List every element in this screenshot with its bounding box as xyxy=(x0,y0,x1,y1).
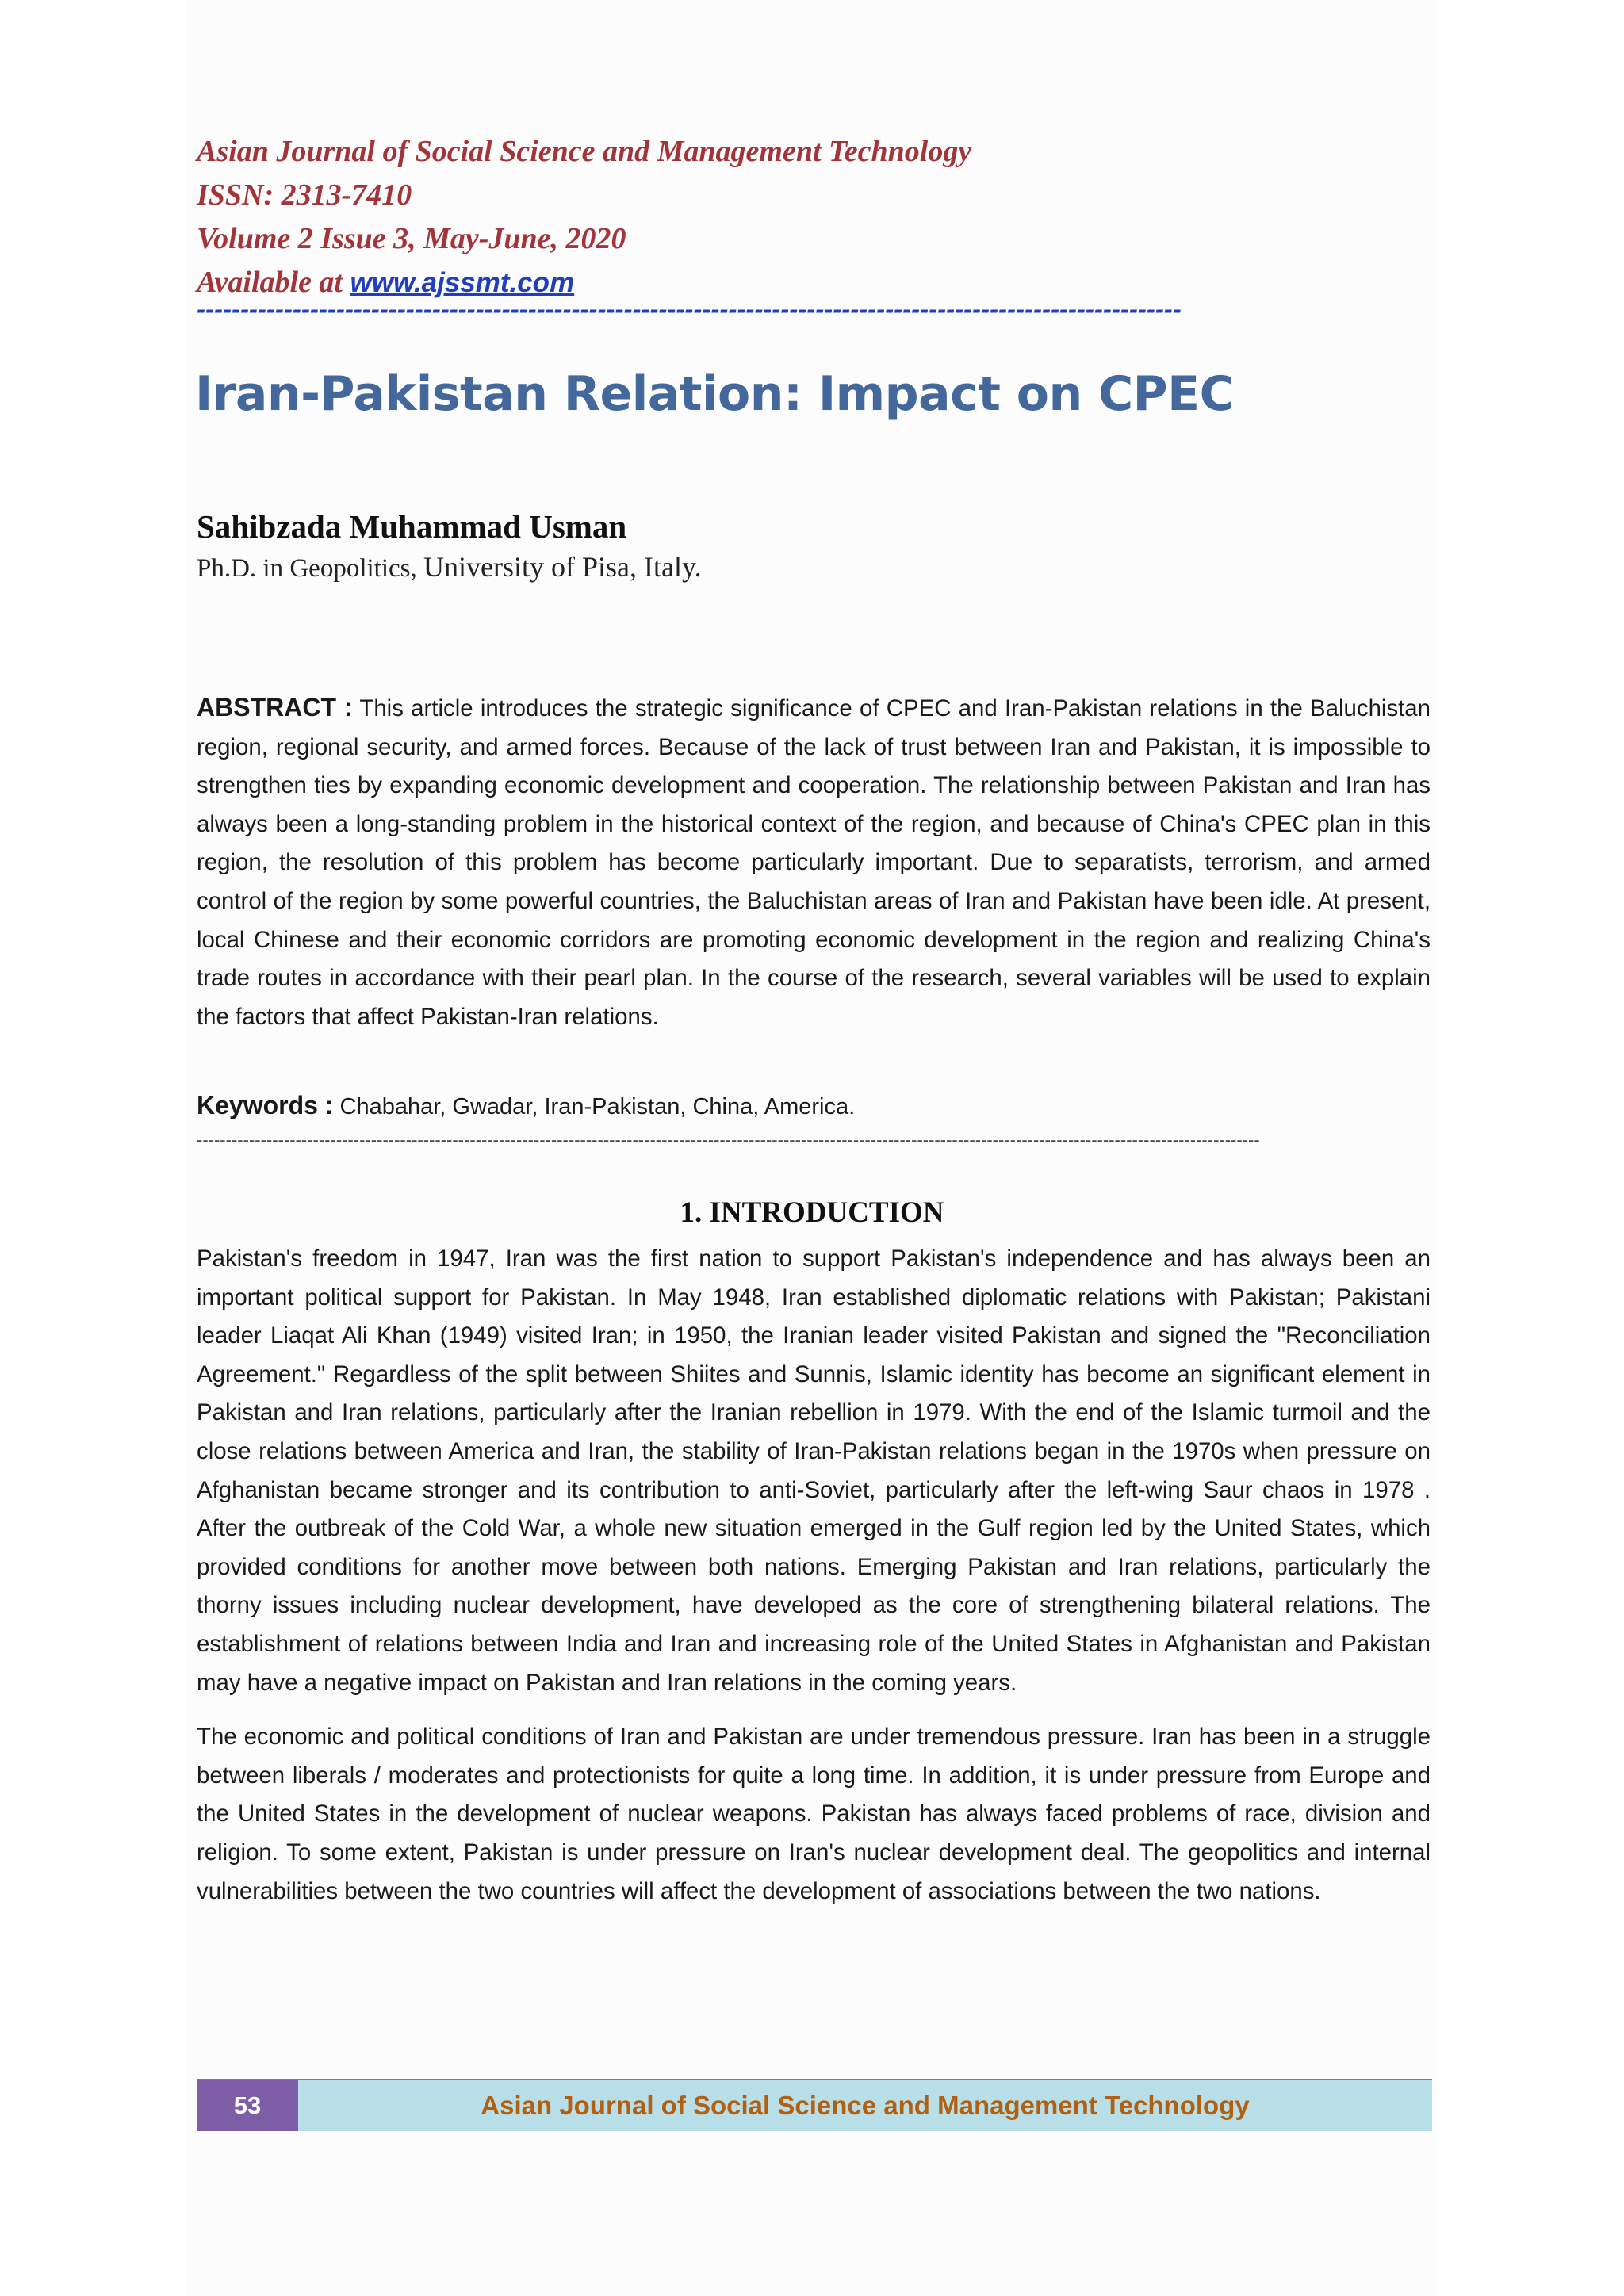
page-number: 53 xyxy=(197,2080,298,2131)
abstract-text: This article introduces the strategic significance of CPEC and Iran-Pakistan relations in the Baluchistan region, regional security, and armed forces. Because of the lack of trust between Iran and Pakistan, it is impossible to strengthen ties by expanding economic development and cooperation. The relationship between Pakistan and Iran has always been a long-standing problem in the historical context of the region, and because of China's CPEC plan in this region, the resolution of this problem has become particularly important. Due to separatists, terrorism, and armed control of the region by some powerful countries, the Baluchistan areas of Iran and Pakistan have been idle. At present, local Chinese and their economic corridors are promoting economic development in the region and realizing China's trade routes in accordance with their pearl plan. In the course of the research, several variables will be used to explain the factors that affect Pakistan-Iran relations. xyxy=(197,695,1431,1030)
journal-header xyxy=(197,130,1434,304)
footer-journal-name: Asian Journal of Social Science and Management Technology xyxy=(481,2091,1250,2120)
article-title: Iran-Pakistan Relation: Impact on CPEC xyxy=(195,366,1235,422)
journal-website-link[interactable]: www.ajssmt.com xyxy=(350,267,575,298)
affiliation-degree: Ph.D. in Geopolitics, xyxy=(197,554,423,583)
author-affiliation xyxy=(197,550,702,584)
keywords-text: Chabahar, Gwadar, Iran-Pakistan, China, America. xyxy=(333,1094,856,1119)
journal-issn: ISSN: 2313-7410 xyxy=(197,178,412,212)
journal-name: Asian Journal of Social Science and Management Technology xyxy=(197,135,972,168)
header-divider: ----------------------------------------------------------------------------------------------------------------- xyxy=(197,294,1182,323)
section-body xyxy=(197,1240,1431,1927)
abstract-label: ABSTRACT : xyxy=(197,693,353,721)
page-footer xyxy=(197,2079,1432,2131)
section-divider: --------------------------------------------------------------------------------------------------------------------------------------------------------------------------------------- xyxy=(197,1131,1260,1150)
availability-label: Available at xyxy=(197,266,350,299)
body-paragraph: Pakistan's freedom in 1947, Iran was the first nation to support Pakistan's independence and has always been an important political support for Pakistan. In May 1948, Iran established diplomatic relations with Pakistan; Pakistani leader Liaqat Ali Khan (1949) visited Iran; in 1950, the Iranian leader visited Pakistan and signed the "Reconciliation Agreement." Regardless of the split between Shiites and Sunnis, Islamic identity has become an significant element in Pakistan and Iran relations, particularly after the Iranian rebellion in 1979. With the end of the Islamic turmoil and the close relations between America and Iran, the stability of Iran-Pakistan relations began in the 1970s when pressure on Afghanistan became stronger and its contribution to anti-Soviet, particularly after the left-wing Saur chaos in 1978 . After the outbreak of the Cold War, a whole new situation emerged in the Gulf region led by the United States, which provided conditions for another move between both nations. Emerging Pakistan and Iran relations, particularly the thorny issues including nuclear development, have developed as the core of strengthening bilateral relations. The establishment of relations between India and Iran and increasing role of the United States in Afghanistan and Pakistan may have a negative impact on Pakistan and Iran relations in the coming years. xyxy=(197,1246,1431,1696)
section-heading: 1. INTRODUCTION xyxy=(680,1196,944,1229)
body-paragraph: The economic and political conditions of Iran and Pakistan are under tremendous pressure. Iran has been in a struggle between liberals / moderates and protectionists for quite a long time. In addition, it is under pressure from Europe and the United States in the development of nuclear weapons. Pakistan has always faced problems of race, division and religion. To some extent, Pakistan is under pressure on Iran's nuclear development deal. The geopolitics and internal vulnerabilities between the two countries will affect the development of associations between the two nations. xyxy=(197,1724,1431,1904)
author-name: Sahibzada Muhammad Usman xyxy=(197,508,627,545)
abstract xyxy=(197,688,1431,1036)
keywords-label: Keywords : xyxy=(197,1091,334,1119)
keywords xyxy=(197,1091,855,1120)
affiliation-university: University of Pisa, Italy. xyxy=(423,551,702,583)
journal-volume: Volume 2 Issue 3, May-June, 2020 xyxy=(197,222,626,255)
